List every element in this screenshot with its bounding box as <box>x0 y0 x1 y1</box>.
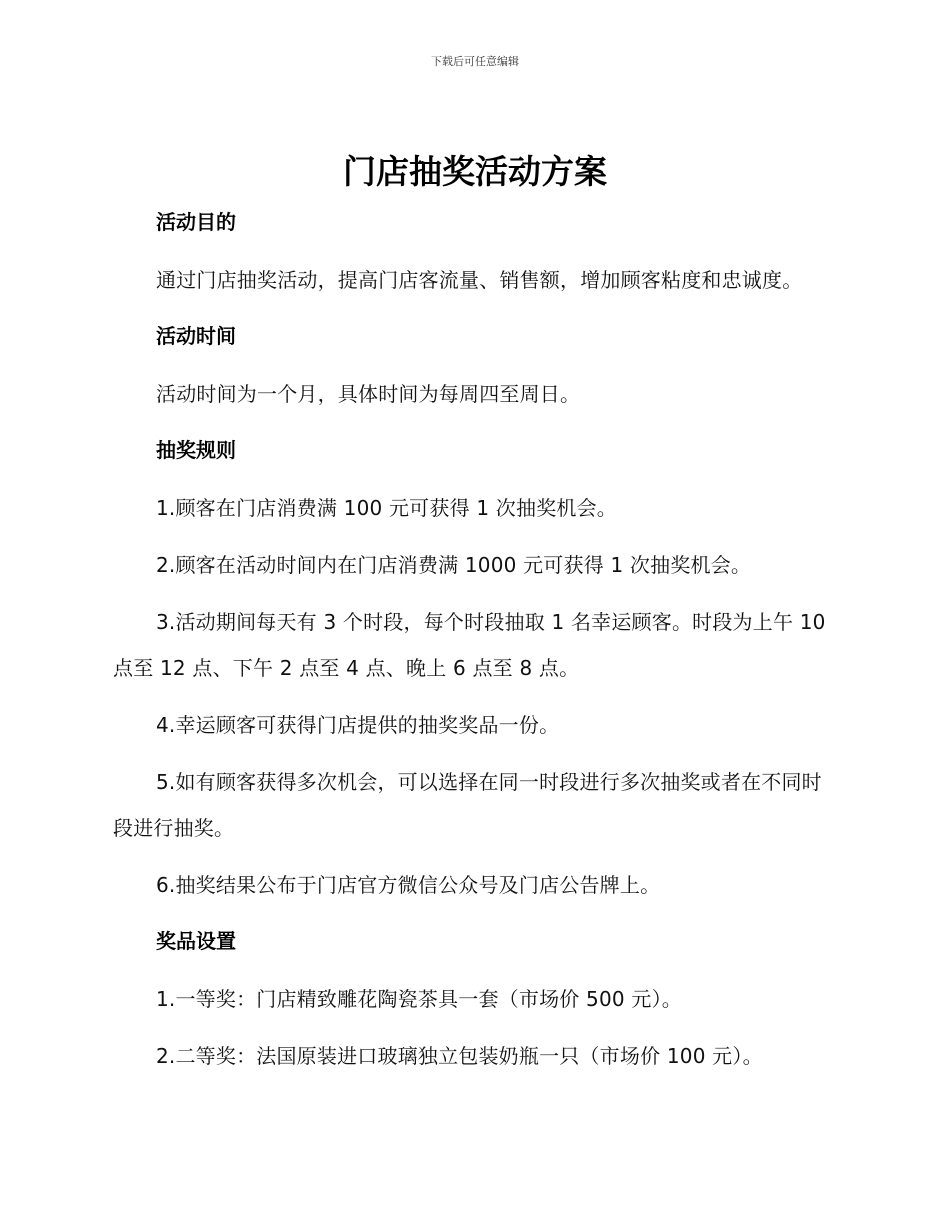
rule-item: 2.顾客在活动时间内在门店消费满 1000 元可获得 1 次抽奖机会。 <box>156 553 752 577</box>
rule-item: 3.活动期间每天有 3 个时段，每个时段抽取 1 名幸运顾客。时段为上午 10 点至 12 点、下午 2 点至 4 点、晚上 6 点至 8 点。 <box>113 610 826 680</box>
rule-item: 5.如有顾客获得多次机会，可以选择在同一时段进行多次抽奖或者在不同时段进行抽奖。 <box>113 770 822 840</box>
rule-item: 4.幸运顾客可获得门店提供的抽奖奖品一份。 <box>156 713 560 737</box>
rule-item: 1.顾客在门店消费满 100 元可获得 1 次抽奖机会。 <box>156 496 618 520</box>
section-heading-purpose: 活动目的 <box>156 210 236 234</box>
section-heading-time: 活动时间 <box>156 324 236 348</box>
section-heading-prizes: 奖品设置 <box>156 929 236 953</box>
prize-item: 1.一等奖：门店精致雕花陶瓷茶具一套（市场价 500 元）。 <box>156 987 682 1011</box>
purpose-paragraph: 通过门店抽奖活动，提高门店客流量、销售额，增加顾客粘度和忠诚度。 <box>156 268 803 292</box>
section-heading-rules: 抽奖规则 <box>156 438 236 462</box>
rule-item: 6.抽奖结果公布于门店官方微信公众号及门店公告牌上。 <box>156 873 661 897</box>
document-body <box>113 200 835 1090</box>
document-title: 门店抽奖活动方案 <box>343 152 607 191</box>
time-paragraph: 活动时间为一个月，具体时间为每周四至周日。 <box>156 382 581 406</box>
prize-item: 2.二等奖：法国原装进口玻璃独立包装奶瓶一只（市场价 100 元）。 <box>156 1044 763 1068</box>
header-note: 下载后可任意编辑 <box>431 55 519 68</box>
